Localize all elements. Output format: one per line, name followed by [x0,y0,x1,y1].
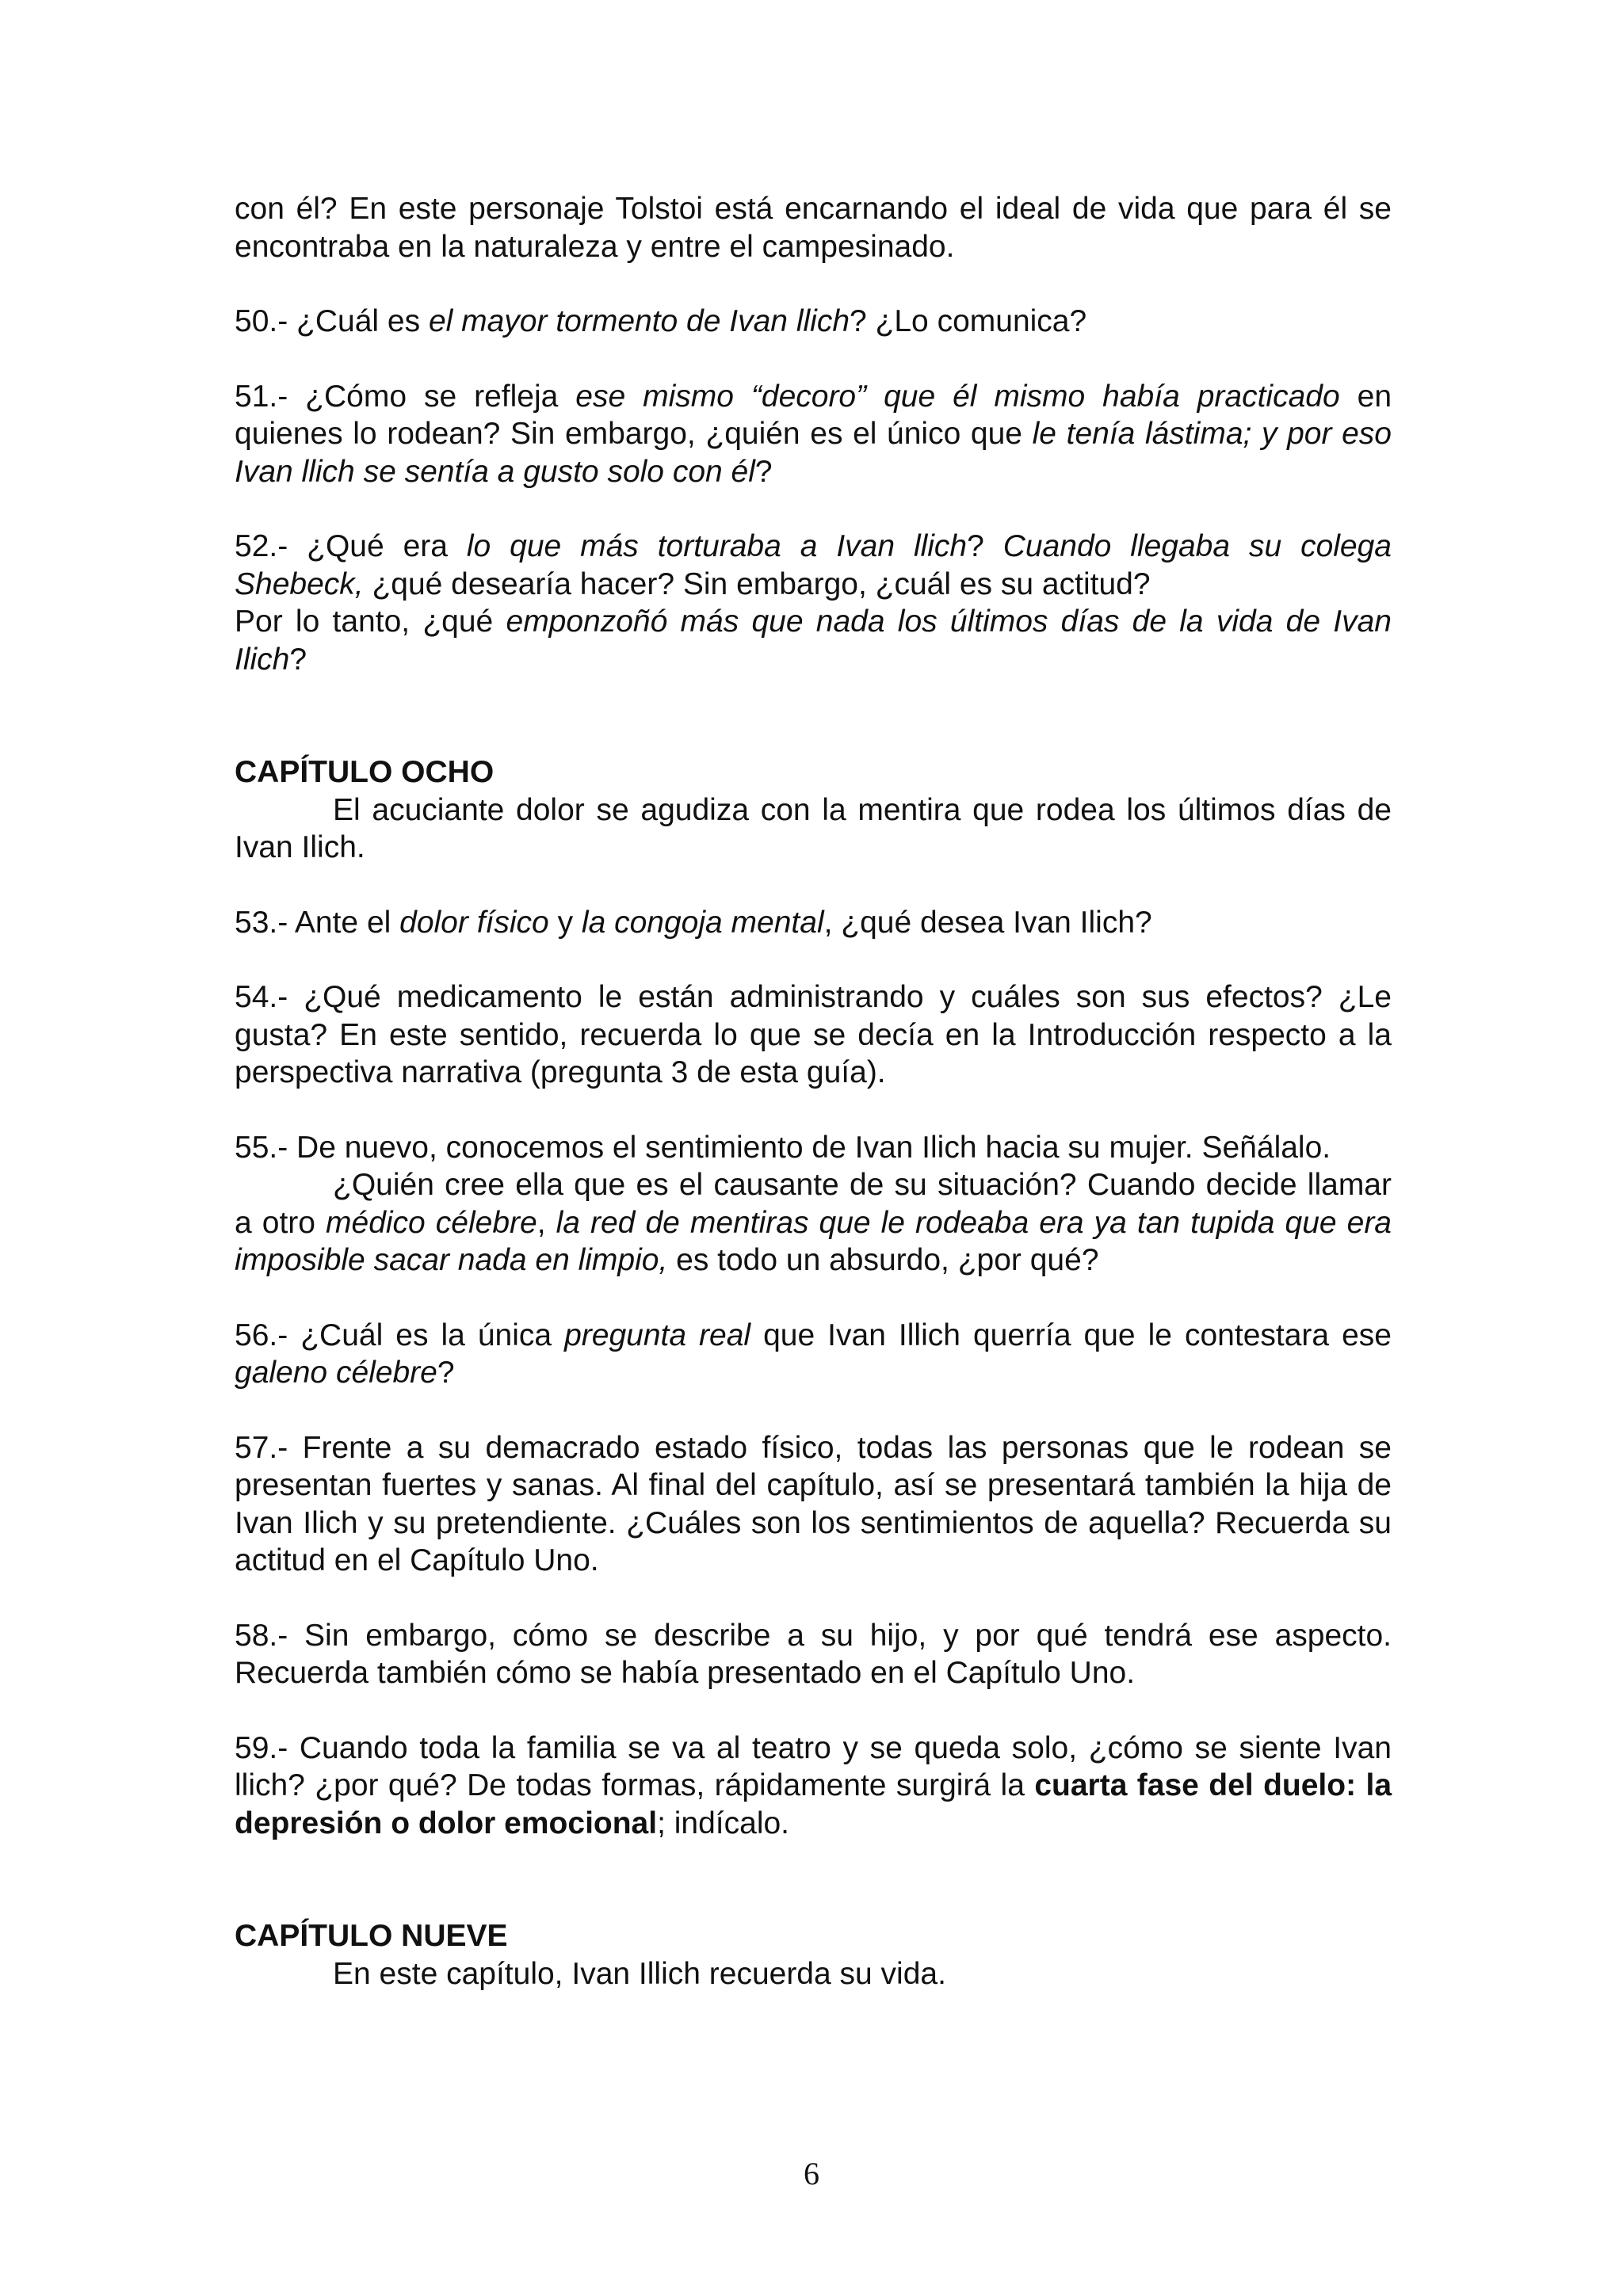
italic-run: emponzoñó más que nada los últimos días de la vida de Ivan Ilich [235,605,1392,677]
text-run: ; indícalo. [657,1806,790,1840]
text-run: 56.- ¿Cuál es la única [235,1318,565,1352]
text-run: , [537,1205,556,1240]
italic-run: médico célebre [326,1205,537,1240]
text-run: y [548,905,582,940]
page-number: 6 [804,2156,819,2191]
question-53 [235,904,1392,942]
text-run: en quienes lo rodean? Sin embargo, ¿quién es el único que [235,379,1392,451]
bold-run: cuarta fase del duelo: la depresión o dolor emocional [235,1768,1392,1840]
text-run: ? [289,642,307,677]
text-run: que Ivan Illich querría que le contestara ese [750,1318,1392,1352]
italic-run: pregunta real [564,1318,751,1352]
text-run: es todo un absurdo, ¿por qué? [667,1243,1099,1277]
text-run: 54.- ¿Qué medicamento le están administrando y cuáles son sus efectos? ¿Le gusta? En este sentido, recuerda lo que se decía en la Introducción respecto a la perspectiva narrativa (pregunta 3 de esta guía). [235,980,1392,1089]
question-54 [235,978,1392,1092]
question-52 [235,528,1392,603]
question-57 [235,1429,1392,1580]
page-body [235,190,1392,1993]
chapter-heading-nueve: CAPÍTULO NUEVE [235,1919,508,1953]
text-run: 50.- ¿Cuál es [235,304,429,338]
question-51 [235,378,1392,491]
text-run: 53.- Ante el [235,905,400,940]
italic-run: dolor físico [399,905,549,940]
italic-run: ese mismo “decoro” que él mismo había practicado [575,379,1340,414]
chapter-heading-ocho: CAPÍTULO OCHO [235,755,495,789]
italic-run: la congoja mental [581,905,824,940]
question-52-continued [235,603,1392,678]
chapter-nueve-intro [235,1955,1392,1993]
text-run: 55.- De nuevo, conocemos el sentimiento de Ivan Ilich hacia su mujer. Señálalo. [235,1130,1331,1165]
text-run: ? [967,529,1003,563]
italic-run: le tenía lástima; y por eso Ivan llich se sentía a gusto solo con él [235,417,1392,489]
text-run: con él? En este personaje Tolstoi está encarnando el ideal de vida que para él se encontraba en la naturaleza y entre el campesinado. [235,192,1392,264]
text-run: En este capítulo, Ivan Illich recuerda su vida. [333,1956,946,1991]
question-55-continued [235,1166,1392,1280]
text-run: El acuciante dolor se agudiza con la mentira que rodea los últimos días de Ivan Ilich. [235,792,1392,864]
question-55 [235,1129,1392,1167]
text-run: ¿Quién cree ella que es el causante de su situación? Cuando decide llamar a otro [235,1168,1392,1240]
question-59 [235,1730,1392,1843]
text-run: ¿qué desearía hacer? Sin embargo, ¿cuál es su actitud? [363,566,1151,601]
question-50 [235,303,1392,341]
italic-run: el mayor tormento de Ivan llich [428,304,850,338]
text-run: , ¿qué desea Ivan Ilich? [823,905,1152,940]
question-56 [235,1317,1392,1392]
chapter-ocho-intro [235,791,1392,867]
italic-run: Cuando llegaba su colega Shebeck, [235,529,1392,601]
text-run: Por lo tanto, ¿qué [235,605,506,639]
text-run: 57.- Frente a su demacrado estado físico, todas las personas que le rodean se presentan fuertes y sanas. Al final del capítulo, así se presentará también la hija de Ivan Ilich y su pretendiente. ¿Cuáles son los sentimientos de aquella? Recuerda su actitud en el Capítulo Uno. [235,1430,1392,1577]
paragraph-intro [235,190,1392,265]
text-run: ? ¿Lo comunica? [850,304,1087,338]
text-run: 52.- ¿Qué era [235,529,467,563]
italic-run: la red de mentiras que le rodeaba era ya tan tupida que era imposible sacar nada en limpio, [235,1205,1392,1277]
text-run: 59.- Cuando toda la familia se va al teatro y se queda solo, ¿cómo se siente Ivan llich? ¿por qué? De todas formas, rápidamente surgirá la [235,1730,1392,1802]
italic-run: lo que más torturaba a Ivan llich [466,529,968,563]
text-run: 51.- ¿Cómo se refleja [235,379,576,414]
text-run: 58.- Sin embargo, cómo se describe a su hijo, y por qué tendrá ese aspecto. Recuerda también cómo se había presentado en el Capítulo Uno. [235,1618,1392,1690]
question-58 [235,1617,1392,1692]
text-run: ? [754,454,773,489]
text-run: ? [437,1356,455,1390]
italic-run: galeno célebre [235,1356,437,1390]
